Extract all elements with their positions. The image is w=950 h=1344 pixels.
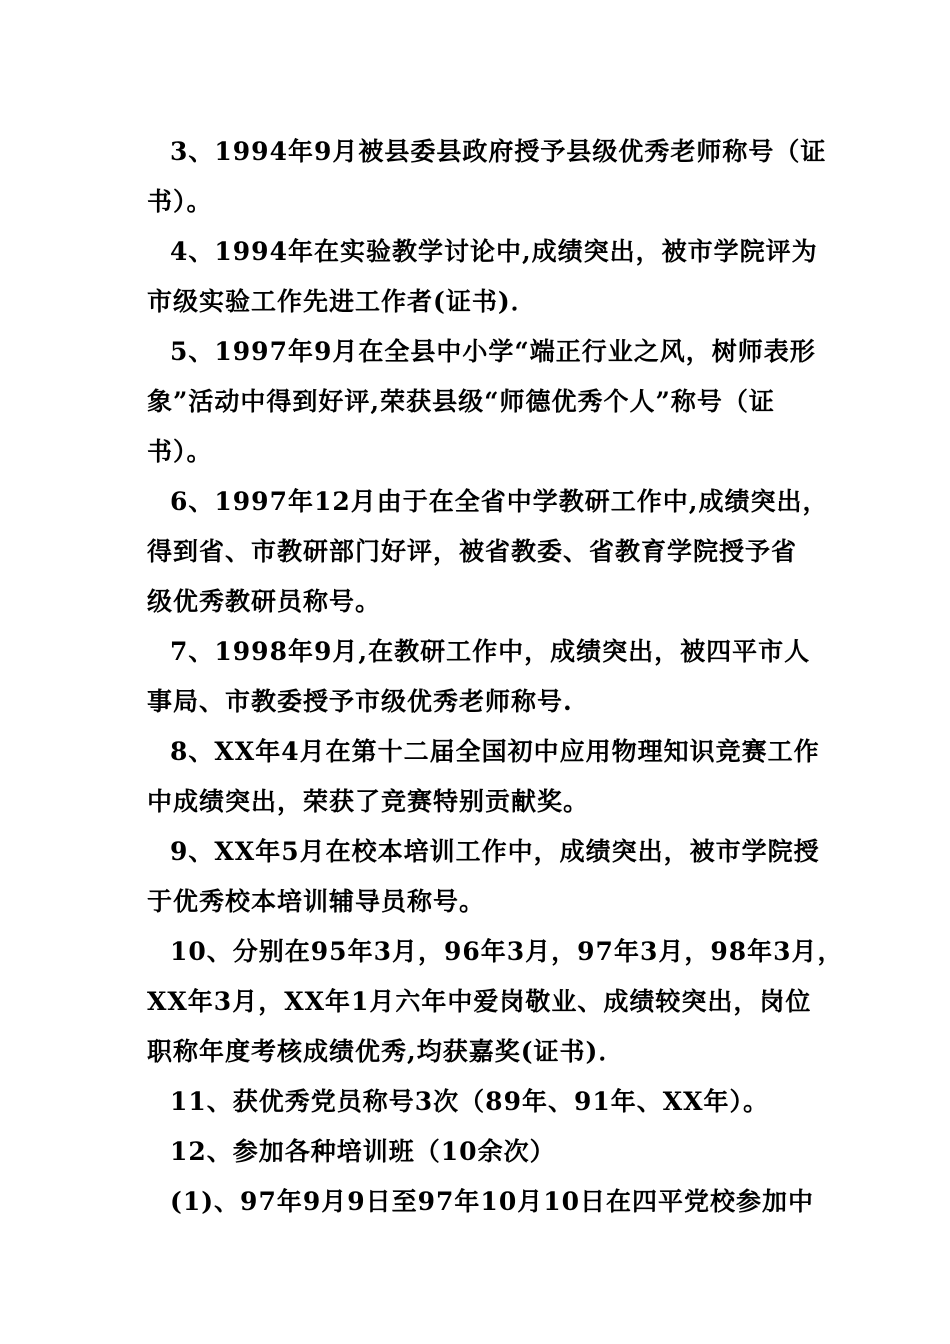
text-line-13: 8、XX年4月在第十二届全国初中应用物理知识竞赛工作	[170, 737, 820, 766]
text-line-5: 5、1997年9月在全县中小学“端正行业之风，树师表形	[170, 337, 816, 366]
text-line-2: 书）。	[147, 187, 213, 216]
text-line-1: 3、1994年9月被县委县政府授予县级优秀老师称号（证	[170, 137, 827, 166]
text-line-18: XX年3月，XX年1月六年中爱岗敬业、成绩较突出，岗位	[147, 987, 812, 1016]
text-line-9: 得到省、市教研部门好评，被省教委、省教育学院授予省	[147, 537, 798, 566]
text-line-14: 中成绩突出，荣获了竞赛特别贡献奖。	[147, 787, 590, 816]
text-line-7: 书）。	[147, 437, 213, 466]
text-line-16: 于优秀校本培训辅导员称号。	[147, 887, 486, 916]
text-line-15: 9、XX年5月在校本培训工作中，成绩突出，被市学院授	[170, 837, 820, 866]
text-line-19: 职称年度考核成绩优秀,均获嘉奖(证书)．	[147, 1037, 625, 1066]
text-line-3: 4、1994年在实验教学讨论中,成绩突出，被市学院评为	[170, 237, 818, 266]
text-line-17: 10、分别在95年3月，96年3月，97年3月，98年3月，	[170, 937, 844, 966]
text-line-8: 6、1997年12月由于在全省中学教研工作中,成绩突出，	[170, 487, 829, 516]
text-line-11: 7、1998年9月,在教研工作中，成绩突出，被四平市人	[170, 637, 811, 666]
text-line-10: 级优秀教研员称号。	[147, 587, 382, 616]
text-line-6: 象”活动中得到好评,荣获县级“师德优秀个人”称号（证	[147, 387, 775, 416]
text-line-4: 市级实验工作先进工作者(证书)．	[147, 287, 537, 316]
text-line-20: 11、获优秀党员称号3次（89年、91年、XX年）。	[170, 1087, 770, 1116]
text-line-21: 12、参加各种培训班（10余次）	[170, 1137, 556, 1166]
text-line-22: (1)、97年9月9日至97年10月10日在四平党校参加中	[170, 1187, 815, 1216]
text-line-12: 事局、市教委授予市级优秀老师称号.	[147, 687, 573, 716]
